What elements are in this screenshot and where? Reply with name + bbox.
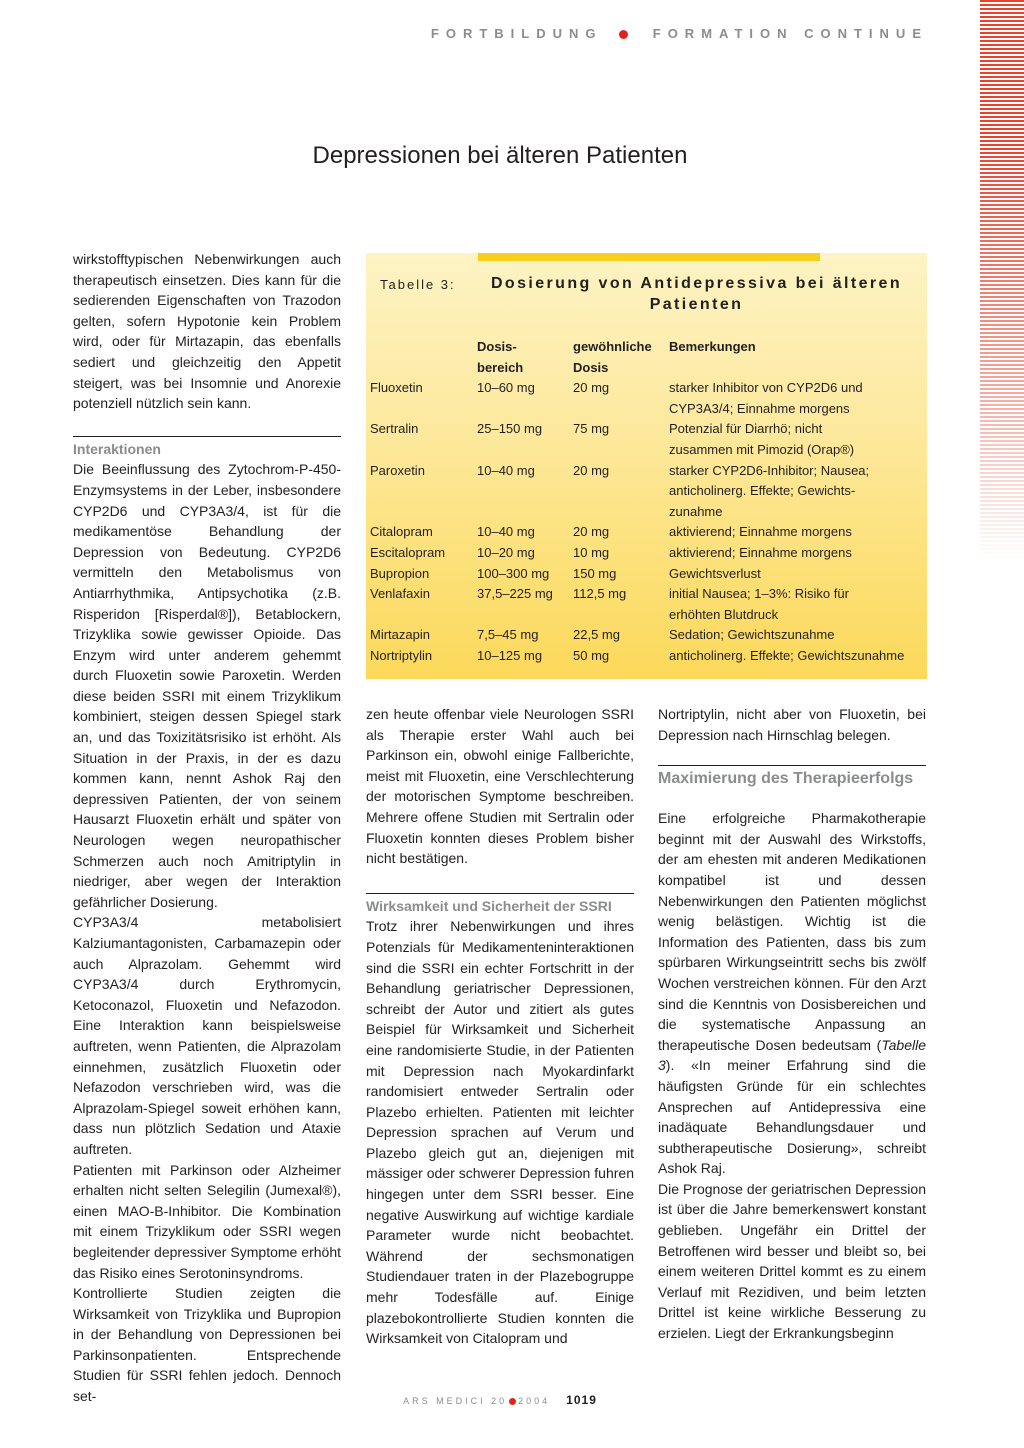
cell-drug: Sertralin	[370, 421, 419, 437]
paragraph: Trotz ihrer Nebenwirkungen und ihres Potenzials für Medikamenteninteraktionen sind die SSRI ein echter Fortschritt in der Behandlung geriatrischer Depressionen, schreibt der Autor und zitiert als gutes Beispiel für Wirksamkeit und Sicherheit eine randomisierte Studie, in der Patienten mit Depression nach Myokardinfarkt randomisiert entweder Sertralin oder Plazebo erhielten. Patienten mit leichter Depression sprachen auf Verum und Plazebo gleich gut an, diejenigen mit mässiger oder schwerer Depression fuhren hingegen unter dem SSRI besser. Eine negative Auswirkung auf wichtige kardiale Parameter wurde nicht beobachtet. Während der sechsmonatigen Studiendauer traten in der Plazebogruppe mehr Todesfälle auf. Einige plazebokontrollierte Studien konnten die Wirksamkeit von Citalopram und	[366, 918, 634, 1347]
header-text: Dosis	[573, 359, 609, 375]
note-line: anticholinerg. Effekte; Gewichtszunahme	[669, 647, 905, 663]
paragraph: Kontrollierte Studien zeigten die Wirksamkeit von Trizyklika und Bupropion in der Behandlung von Depressionen bei Parkinsonpatienten. Entsprechende Studien für SSRI fehlen jedoch. Dennoch set-	[73, 1285, 341, 1405]
table-header-row	[370, 337, 925, 378]
table-title	[466, 273, 927, 315]
header-usual-dose	[573, 337, 669, 378]
cell-notes	[669, 584, 925, 625]
cell-usual-dose: 20 mg	[573, 524, 610, 540]
cell-notes	[669, 564, 925, 585]
note-line: Potenzial für Diarrhö; nicht	[669, 421, 823, 437]
paragraph: Patienten mit Parkinson oder Alzheimer erhalten nicht selten Selegilin (Jumexal®), einen MAO-B-Inhibitor. Die Kombination mit einem Trizyklikum oder SSRI wegen begleitender depressiver Symptome erhöht das Risiko eines Serotoninsyndroms.	[73, 1161, 341, 1281]
cell-drug: Citalopram	[370, 524, 433, 540]
cell-notes	[669, 419, 925, 460]
table-row	[370, 461, 925, 523]
cell-dose-range: 10–60 mg	[477, 380, 535, 396]
table-row	[370, 419, 925, 460]
table-title-line: Patienten	[649, 296, 744, 313]
cell-usual-dose: 75 mg	[573, 421, 610, 437]
bullet-dot-icon	[509, 1398, 516, 1405]
section-heading-interaktionen: Interaktionen	[73, 436, 341, 460]
text-column-1	[73, 249, 341, 1407]
text-column-2	[366, 704, 634, 1349]
cell-usual-dose: 10 mg	[573, 544, 610, 560]
side-stripe-fade	[980, 0, 1024, 560]
cell-notes	[669, 522, 925, 543]
cell-dose-range: 10–125 mg	[477, 647, 543, 663]
header-text: Dosis-	[477, 339, 517, 354]
table-row	[370, 584, 925, 625]
cell-usual-dose: 20 mg	[573, 462, 610, 478]
table-label: Tabelle 3:	[380, 277, 456, 292]
note-line: aktivierend; Einnahme morgens	[669, 524, 852, 540]
header-drug	[370, 337, 477, 378]
running-head-left: FORTBILDUNG	[430, 26, 603, 41]
paragraph-text: ). «In meiner Erfahrung sind die häufigsten Gründe für ein schlechtes Ansprechen auf Antidepressiva eine inadäquate Behandlungsdauer und subtherapeutische Dosierung», schreibt Ashok Raj.	[658, 1057, 926, 1177]
note-line: zunahme	[669, 503, 723, 519]
table-top-bar	[478, 253, 820, 261]
journal-year: 2004	[518, 1396, 551, 1406]
article-title: Depressionen bei älteren Patienten	[312, 142, 688, 169]
paragraph: Die Prognose der geriatrischen Depression ist über die Jahre bemerkenswert konstant geblieben. Ungefähr ein Drittel der Betroffenen wird besser und bleibt so, bei einem weiteren Drittel kommt es zu einem Verlauf mit Rezidiven, und beim letzten Drittel ist keine wirkliche Besserung zu erzielen. Liegt der Erkrankungsbeginn	[658, 1180, 926, 1342]
cell-dose-range: 25–150 mg	[477, 421, 543, 437]
running-head-right: FORMATION CONTINUE	[652, 26, 928, 41]
cell-dose-range: 10–20 mg	[477, 544, 535, 560]
paragraph: Nortriptylin, nicht aber von Fluoxetin, bei Depression nach Hirnschlag belegen.	[658, 706, 926, 743]
page-number: 1019	[566, 1393, 597, 1407]
cell-dose-range: 37,5–225 mg	[477, 586, 553, 602]
note-line: erhöhten Blutdruck	[669, 606, 779, 622]
paragraph: zen heute offenbar viele Neurologen SSRI als Therapie erster Wahl auch bei Parkinson ein, obwohl einige Fallberichte, meist mit Fluoxetin, eine Verschlechterung der motorischen Symptome beschreiben. Mehrere offene Studien mit Sertralin oder Fluoxetin konnten dieses Problem bisher nicht bestätigen.	[366, 706, 634, 867]
table-reference: Tabelle 3	[658, 1036, 926, 1074]
dosage-table-box	[366, 253, 927, 679]
dosage-table	[370, 337, 925, 667]
paragraph-text: Eine erfolgreiche Pharmakotherapie beginnt mit der Auswahl des Wirkstoffs, der am ehesten mit anderen Medikationen kompatibel ist und dessen Nebenwirkungen den Patienten möglichst wenig belästigen. Wichtig ist die Information des Patienten, dass bis zum spürbaren Wirkungseintritt sechs bis zwölf Wochen verstreichen können. Für den Arzt sind die Kenntnis von Dosisbereichen und die systematische Anpassung an therapeutische Dosen bedeutsam (	[658, 810, 926, 1053]
cell-dose-range: 10–40 mg	[477, 524, 535, 540]
section-heading-maximierung: Maximierung des Therapieerfolgs	[658, 765, 926, 790]
cell-drug: Escitalopram	[370, 544, 446, 560]
cell-drug: Venlafaxin	[370, 586, 430, 602]
cell-drug: Bupropion	[370, 565, 430, 581]
table-title-line: Dosierung von Antidepressiva bei älteren	[490, 275, 903, 292]
table-row	[370, 378, 925, 419]
table-row	[370, 625, 925, 646]
cell-notes	[669, 461, 925, 523]
note-line: Sedation; Gewichtszunahme	[669, 627, 835, 643]
cell-drug: Nortriptylin	[370, 647, 433, 663]
header-text: bereich	[477, 359, 524, 375]
note-line: Gewichtsverlust	[669, 565, 761, 581]
cell-dose-range: 100–300 mg	[477, 565, 550, 581]
note-line: anticholinerg. Effekte; Gewichts-	[669, 483, 856, 499]
bullet-dot-icon	[619, 30, 628, 39]
paragraph	[658, 808, 926, 1179]
paragraph: CYP3A3/4 metabolisiert Kalziumantagonisten, Carbamazepin oder auch Alprazolam. Gehemmt wird CYP3A3/4 durch Erythromycin, Ketoconazol, Fluoxetin und Nefazodon. Eine Interaktion kann beispielsweise auftreten, wenn Patienten, die Alprazolam einnehmen, zusätzlich Fluoxetin oder Nefazodon verschrieben wird, was die Alprazolam-Spiegel soweit erhöhen kann, dass nun plötzlich Sedation und Ataxie auftreten.	[73, 914, 341, 1157]
paragraph: Die Beeinflussung des Zytochrom-P-450-Enzymsystems in der Leber, insbesondere CYP2D6 und CYP3A3/4, ist für die medikamentöse Behandlung der Depression von Bedeutung. CYP2D6 vermitteln den Metabolismus von Antiarrhythmika, Antipsychotika (z.B. Risperidon [Risperdal®]), Betablockern, Trizyklika sowie gewisser Opioide. Das Enzym wird unter anderem gehemmt durch Fluoxetin sowie Paroxetin. Werden diese beiden SSRI mit einem Trizyklikum kombiniert, steigen dessen Spiegel stark an, und das Toxizitätsrisiko ist erhöht. Als Situation in der Praxis, in der es dazu kommen kann, nennt Ashok Raj den depressiven Patienten, der von seinem Hausarzt Fluoxetin erhält und später von Neurologen wegen neuropathischer Schmerzen auch noch Amitriptylin in niedriger, aber wegen der Interaktion gefährlicher Dosierung.	[73, 461, 341, 910]
cell-drug: Mirtazapin	[370, 627, 430, 643]
header-dose-range	[477, 337, 573, 378]
cell-usual-dose: 22,5 mg	[573, 627, 620, 643]
note-line: initial Nausea; 1–3%: Risiko für	[669, 586, 849, 602]
table-row	[370, 564, 925, 585]
note-line: CYP3A3/4; Einnahme morgens	[669, 400, 850, 416]
note-line: zusammen mit Pimozid (Orap®)	[669, 441, 855, 457]
note-line: starker CYP2D6-Inhibitor; Nausea;	[669, 462, 870, 478]
cell-notes	[669, 378, 925, 419]
cell-dose-range: 10–40 mg	[477, 462, 535, 478]
header-text: gewöhnliche	[573, 339, 652, 354]
text-column-3	[658, 704, 926, 1344]
note-line: starker Inhibitor von CYP2D6 und	[669, 380, 863, 396]
cell-drug: Paroxetin	[370, 462, 425, 478]
cell-dose-range: 7,5–45 mg	[477, 627, 539, 643]
page-footer	[0, 1393, 1000, 1407]
cell-usual-dose: 150 mg	[573, 565, 617, 581]
paragraph: wirkstofftypischen Nebenwirkungen auch therapeutisch einsetzen. Dies kann für die sedierenden Eigenschaften von Trazodon gelten, sofern Hypotonie kein Problem wird, oder für Mirtazapin, das ebenfalls sediert und gleichzeitig den Appetit steigert, was bei Insomnie und Anorexie potenziell nützlich sein kann.	[73, 251, 341, 412]
cell-notes	[669, 625, 925, 646]
cell-drug: Fluoxetin	[370, 380, 423, 396]
cell-usual-dose: 50 mg	[573, 647, 610, 663]
journal-name: ARS MEDICI 20	[403, 1396, 508, 1406]
cell-usual-dose: 20 mg	[573, 380, 610, 396]
table-body	[370, 378, 925, 666]
table-row	[370, 543, 925, 564]
note-line: aktivierend; Einnahme morgens	[669, 544, 852, 560]
header-notes: Bemerkungen	[669, 339, 756, 354]
running-head	[431, 26, 928, 41]
table-row	[370, 646, 925, 667]
cell-notes	[669, 543, 925, 564]
cell-notes	[669, 646, 925, 667]
section-heading-ssri: Wirksamkeit und Sicherheit der SSRI	[366, 893, 634, 917]
cell-usual-dose: 112,5 mg	[573, 586, 627, 602]
table-row	[370, 522, 925, 543]
